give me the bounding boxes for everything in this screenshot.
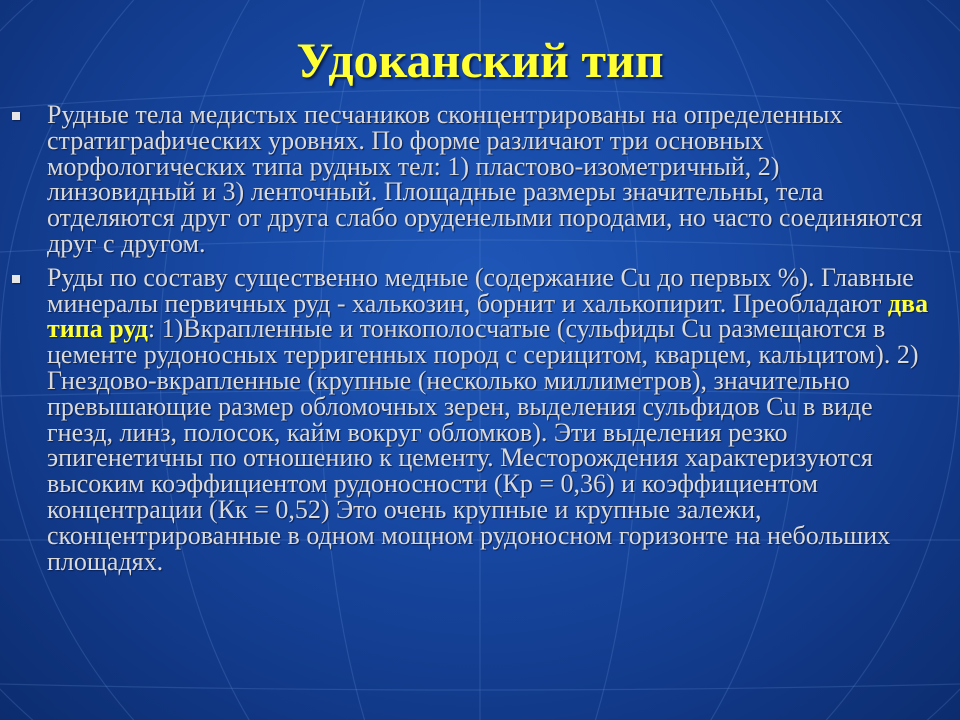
square-bullet-icon <box>12 275 20 283</box>
slide-content <box>0 102 960 574</box>
slide-title: Удоканский тип <box>296 32 664 88</box>
square-bullet-icon <box>12 112 20 120</box>
bullet-text-2-before: Руды по составу существенно медные (содержание Cu до первых %). Главные минералы первичных руд - халькозин, борнит и халькопирит. Преобладают <box>47 262 914 318</box>
bullet-text-2-after: : 1)Вкрапленные и тонкополосчатые (сульфиды Cu размещаются в цементе рудоносных терригенных пород с серицитом, кварцем, кальцитом). 2) Гнездово-вкрапленные (крупные (несколько миллиметров), значительно превышающие размер обломочных зерен, выделения сульфидов Cu в виде гнезд, линз, полосок, кайм вокруг обломков). Эти выделения резко эпигенетичны по отношению к цементу. Месторождения характеризуются высоким коэффициентом рудоносности (Кр = 0,36) и коэффициентом концентрации (Кк = 0,52) Это очень крупные и крупные залежи, сконцентрированные в одном мощном рудоносном горизонте на небольших площадях. <box>47 314 919 576</box>
bullet-item-2 <box>0 262 960 576</box>
bullet-text-1: Рудные тела медистых песчаников сконцентрированы на определенных стратиграфических уровнях. По форме различают три основных морфологических типа рудных тел: 1) пластово-изометричный, 2) линзовидный и 3) ленточный. Площадные размеры значительны, тела отделяются друг от друга слабо оруденелыми породами, но часто соединяются друг с другом. <box>47 100 923 258</box>
bullet-item-1 <box>0 102 960 257</box>
bullet-text-2-highlight: два типа руд <box>47 288 929 344</box>
